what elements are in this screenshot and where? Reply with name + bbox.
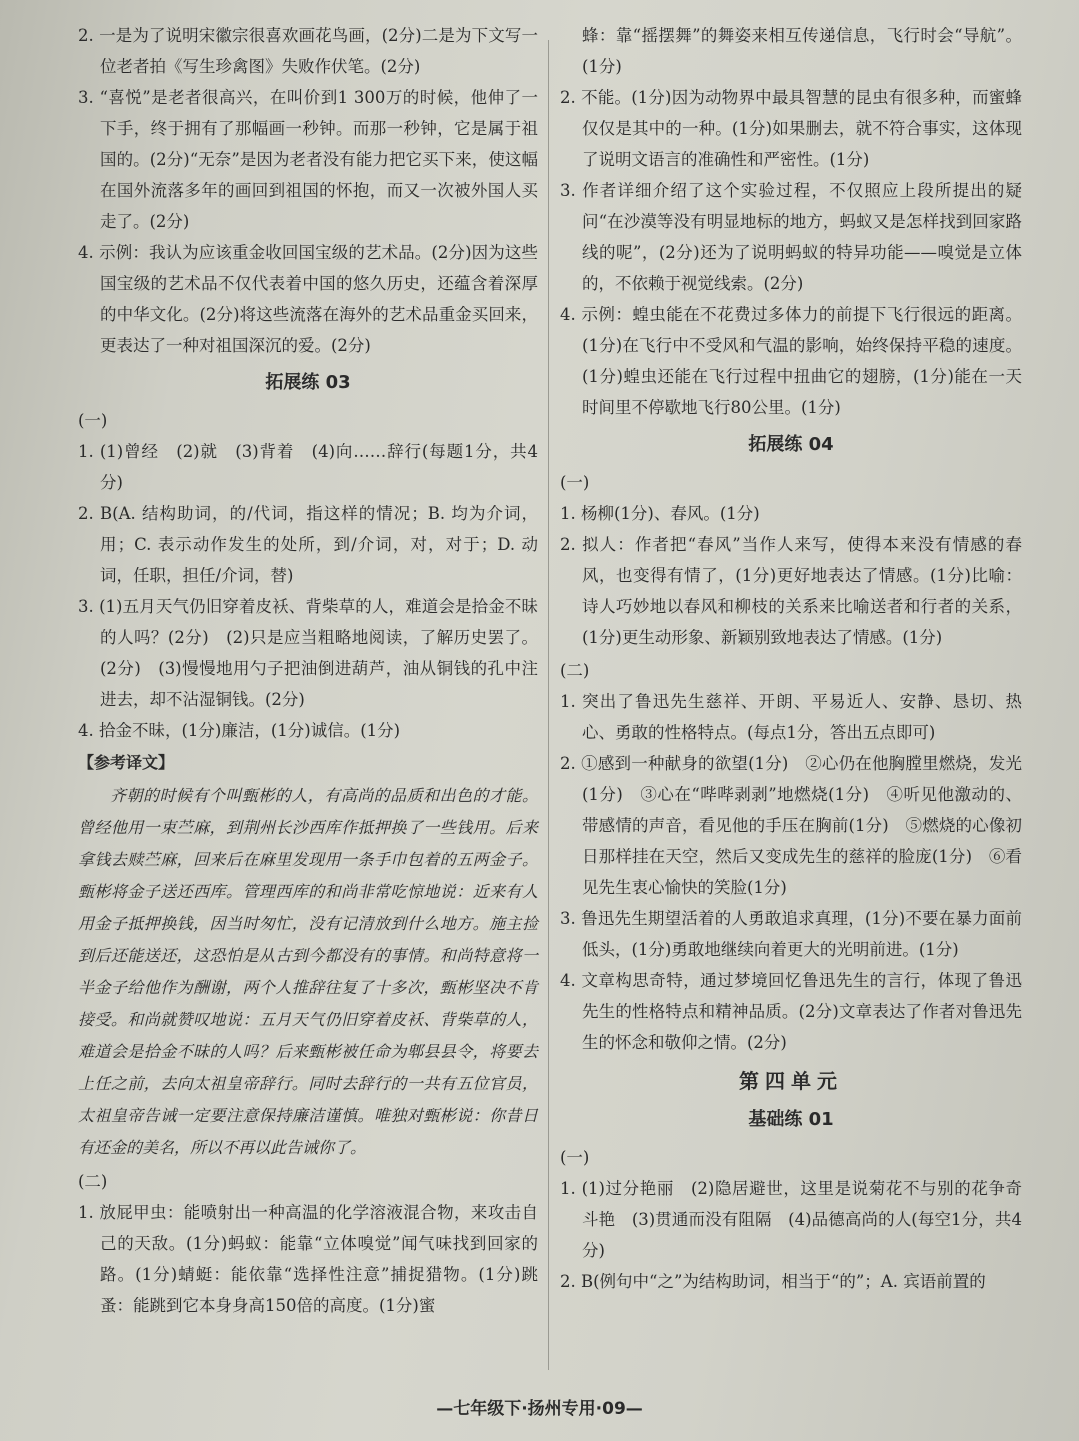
subsection-label: (一): [78, 411, 108, 430]
answer-item: 1. 突出了鲁迅先生慈祥、开朗、平易近人、安静、恳切、热心、勇敢的性格特点。(每点1分，答出五点即可): [560, 692, 1022, 742]
page-footer: —七年级下·扬州专用·09—: [436, 1399, 643, 1419]
answer-item: 3. 作者详细介绍了这个实验过程，不仅照应上段所提出的疑问“在沙漠等没有明显地标的地方，蚂蚁又是怎样找到回家路线的呢”，(2分)还为了说明蚂蚁的特异功能——嗅觉是立体的，不依赖于视觉线索。(2分): [560, 181, 1022, 293]
answer-continuation: 蜂：靠“摇摆舞”的舞姿来相互传递信息，飞行时会“导航”。(1分): [582, 26, 1022, 76]
reference-translation-label: 【参考译文】: [78, 753, 175, 772]
left-column: [78, 20, 538, 1321]
reference-translation: 齐朝的时候有个叫甄彬的人，有高尚的品质和出色的才能。曾经他用一束苎麻，到荆州长沙西库作抵押换了一些钱用。后来拿钱去赎苎麻，回来后在麻里发现用一条手巾包着的五两金子。甄彬将金子送还西库。管理西库的和尚非常吃惊地说：近来有人用金子抵押换钱，因当时匆忙，没有记清放到什么地方。施主捡到后还能送还，这恐怕是从古到今都没有的事情。和尚特意将一半金子给他作为酬谢，两个人推辞往复了十多次，甄彬坚决不肯接受。和尚就赞叹地说：五月天气仍旧穿着皮袄、背柴草的人，难道会是拾金不昧的人吗？后来甄彬被任命为郫县县令，将要去上任之前，去向太祖皇帝辞行。同时去辞行的一共有五位官员，太祖皇帝告诫一定要注意保持廉洁谨慎。唯独对甄彬说：你昔日有还金的美名，所以不再以此告诫你了。: [78, 786, 538, 1157]
answer-item: 1. (1)过分艳丽 (2)隐居避世，这里是说菊花不与别的花争奇斗艳 (3)贯通而没有阻隔 (4)品德高尚的人(每空1分，共4分): [560, 1179, 1022, 1260]
answer-item: 4. 拾金不昧，(1分)廉洁，(1分)诚信。(1分): [78, 721, 401, 740]
answer-item: 3. 鲁迅先生期望活着的人勇敢追求真理，(1分)不要在暴力面前低头，(1分)勇敢地继续向着更大的光明前进。(1分): [560, 909, 1022, 959]
subsection-label: (一): [560, 473, 590, 492]
answer-item: 2. B(A. 结构助词，的/代词，指这样的情况；B. 均为介词，用；C. 表示动作发生的处所，到/介词，对，对于；D. 动词，任职，担任/介词，替): [78, 504, 538, 585]
answer-item: 2. B(例句中“之”为结构助词，相当于“的”；A. 宾语前置的: [560, 1272, 986, 1291]
answer-item: 2. 拟人：作者把“春风”当作人来写，使得本来没有情感的春风，也变得有情了，(1分)更好地表达了情感。(1分)比喻：诗人巧妙地以春风和柳枝的关系来比喻送者和行者的关系，(1分)更生动形象、新颖别致地表达了情感。(1分): [560, 535, 1022, 647]
answer-item: 2. 一是为了说明宋徽宗很喜欢画花鸟画，(2分)二是为下文写一位老者拍《写生珍禽图》失败作伏笔。(2分): [78, 26, 538, 76]
answer-item: 1. 放屁甲虫：能喷射出一种高温的化学溶液混合物，来攻击自己的天敌。(1分)蚂蚁：能靠“立体嗅觉”闻气味找到回家的路。(1分)蜻蜓：能依靠“选择性注意”捕捉猎物。(1分)跳蚤：能跳到它本身身高150倍的高度。(1分)蜜: [78, 1203, 538, 1315]
answer-item: 3. “喜悦”是老者很高兴，在叫价到1 300万的时候，他伸了一下手，终于拥有了那幅画一秒钟。而那一秒钟，它是属于祖国的。(2分)“无奈”是因为老者没有能力把它买下来，使这幅在国外流落多年的画回到祖国的怀抱，而又一次被外国人买走了。(2分): [78, 88, 538, 231]
answer-item: 4. 示例：我认为应该重金收回国宝级的艺术品。(2分)因为这些国宝级的艺术品不仅代表着中国的悠久历史，还蕴含着深厚的中华文化。(2分)将这些流落在海外的艺术品重金买回来，更表达了一种对祖国深沉的爱。(2分): [78, 243, 538, 355]
answer-item: 2. 不能。(1分)因为动物界中最具智慧的昆虫有很多种，而蜜蜂仅仅是其中的一种。(1分)如果删去，就不符合事实，这体现了说明文语言的准确性和严密性。(1分): [560, 88, 1022, 169]
column-divider: [548, 40, 549, 1370]
answer-item: 3. (1)五月天气仍旧穿着皮袄、背柴草的人，难道会是拾金不昧的人吗？(2分) (2)只是应当粗略地阅读，了解历史罢了。(2分) (3)慢慢地用勺子把油倒进葫芦，油从铜钱的孔中注进去，却不沾湿铜钱。(2分): [78, 597, 538, 709]
answer-item: 2. ①感到一种献身的欲望(1分) ②心仍在他胸膛里燃烧，发光(1分) ③心在“哔哔剥剥”地燃烧(1分) ④听见他激动的、带感情的声音，看见他的手压在胸前(1分) ⑤燃烧的心像初日那样挂在天空，然后又变成先生的慈祥的脸庞(1分) ⑥看见先生衷心愉快的笑脸(1分): [560, 754, 1022, 897]
unit-title: 第四单元: [739, 1069, 843, 1093]
subsection-label: (二): [78, 1172, 108, 1191]
answer-item: 1. 杨柳(1分)、春风。(1分): [560, 504, 760, 523]
answer-item: 1. (1)曾经 (2)就 (3)背着 (4)向……辞行(每题1分，共4分): [78, 442, 538, 492]
section-heading: 拓展练 03: [265, 372, 351, 393]
answer-item: 4. 文章构思奇特，通过梦境回忆鲁迅先生的言行，体现了鲁迅先生的性格特点和精神品质。(2分)文章表达了作者对鲁迅先生的怀念和敬仰之情。(2分): [560, 971, 1022, 1052]
subsection-label: (一): [560, 1148, 590, 1167]
section-heading: 拓展练 04: [748, 434, 834, 455]
section-heading: 基础练 01: [748, 1109, 834, 1130]
right-column: [560, 20, 1022, 1297]
subsection-label: (二): [560, 661, 590, 680]
answer-item: 4. 示例：蝗虫能在不花费过多体力的前提下飞行很远的距离。(1分)在飞行中不受风和气温的影响，始终保持平稳的速度。(1分)蝗虫还能在飞行过程中扭曲它的翅膀，(1分)能在一天时间里不停歇地飞行80公里。(1分): [560, 305, 1022, 417]
